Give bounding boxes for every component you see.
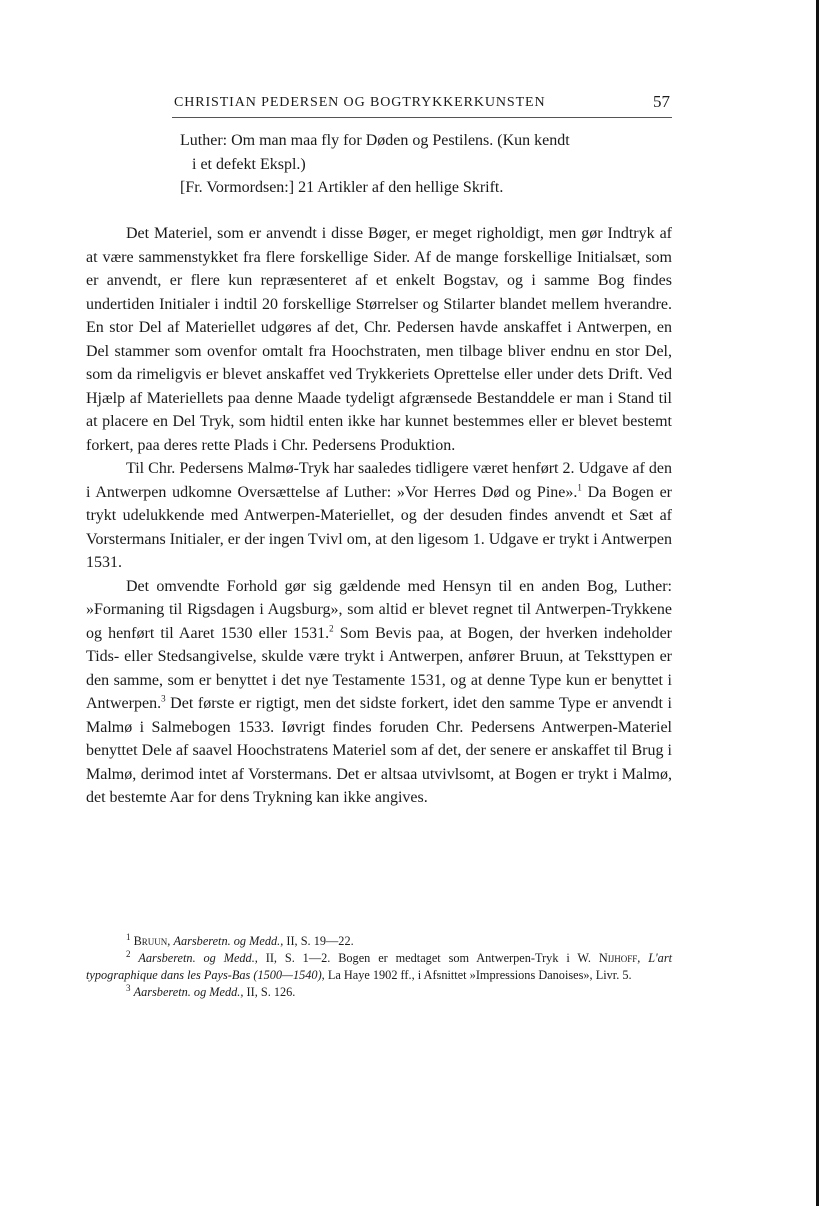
page-number: 57 xyxy=(653,92,670,111)
running-header xyxy=(172,92,672,116)
footnote-3: $^3$ Aarsberetn. og Medd., II, S. 126. xyxy=(126,982,296,999)
listing-entry-vormordsen: [Fr. Vormordsen:] 21 Artikler af den hellige Skrift. xyxy=(180,179,504,196)
paragraph-3: Det omvendte Forhold gør sig gældende med Hensyn til en anden Bog, Luther: »Formaning til Rigsdagen i Augsburg», som altid er blevet regnet til Antwerpen-Trykkene og henført til Aaret 1530 eller 1531.$^2$ Som Bevis paa, at Bogen, der hverken indeholder Tids- eller Stedsangivelse, skulde være trykt i Antwerpen, anfører Bruun, at Teksttypen er den samme, som er benyttet i det nye Testamente 1531, og at denne Type kun er benyttet i Antwerpen.$^3$ Det første er rigtigt, men det sidste forkert, idet den samme Type er anvendt i Malmø i Salmebogen 1533. Iøvrigt findes foruden Chr. Pedersens Antwerpen-Materiel benyttet Dele af saavel Hoochstratens Materiel som af det, der senere er anskaffet til Brug i Malmø, derimod intet af Vorstermans. Det er altsaa utvivlsomt, at Bogen er trykt i Malmø, det bestemte Aar for dens Trykning kan ikke angives. xyxy=(86,577,672,806)
footnote-ref-2: 2 xyxy=(329,623,334,634)
footnote-ref-3: 3 xyxy=(161,693,166,704)
footnote-2: $^2$ Aarsberetn. og Medd., II, S. 1—2. Bogen er medtaget som Antwerpen-Tryk i W. Nijhoff, L'art typographique dans les Pays-Bas (1500—1540), La Haye 1902 ff., i Afsnittet »Impressions Danoises», Livr. 5. xyxy=(86,948,673,982)
header-rule xyxy=(172,117,672,118)
page-edge-line xyxy=(816,0,819,1206)
paragraph-1: Det Materiel, som er anvendt i disse Bøger, er meget righoldigt, men gør Indtryk af at være sammenstykket fra flere forskellige Sider. Af de mange forskellige Initialsæt, som er anvendt, er flere kun repræsenteret af et enkelt Bogstav, og i samme Bog findes undertiden Initialer i indtil 20 forskellige Størrelser og Stilarter blandet mellem hverandre. En stor Del af Materiellet udgøres af det, Chr. Pedersen havde anskaffet i Antwerpen, en Del stammer som ovenfor omtalt fra Hoochstraten, men tilbage bliver endnu en stor Del, som da rimeligvis er blevet anskaffet ved Trykkeriets Oprettelse eller under dets Drift. Ved Hjælp af Materiellets paa denne Maade tydeligt afgrænsede Bestanddele er man i Stand til at placere en Del Tryk, som hidtil enten ikke har kunnet bestemmes eller er blevet bestemt forkert, paa deres rette Plads i Chr. Pedersens Produktion. xyxy=(86,225,672,454)
listing-entry-luther: Luther: Om man maa fly for Døden og Pestilens. (Kun kendt xyxy=(180,132,570,149)
footnotes xyxy=(86,933,672,1001)
paragraph-2: Til Chr. Pedersens Malmø-Tryk har saaledes tidligere været henført 2. Udgave af den i Antwerpen udkomne Oversættelse af Luther: »Vor Herres Død og Pine».$^1$ Da Bogen er trykt udelukkende med Antwerpen-Materiellet, og der desuden findes anvendt et Sæt af Vorstermans Initialer, er der ingen Tvivl om, at den ligesom 1. Udgave er trykt i Antwerpen 1531. xyxy=(86,460,673,571)
listing-entry-luther-cont: i et defekt Ekspl.) xyxy=(192,155,306,173)
book-listing xyxy=(180,129,672,200)
footnote-ref-1: 1 xyxy=(577,482,582,493)
main-text xyxy=(86,222,672,810)
footnote-1: $^1$ Bruun, Aarsberetn. og Medd., II, S. 19—22. xyxy=(126,931,354,948)
running-title: CHRISTIAN PEDERSEN OG BOGTRYKKERKUNSTEN xyxy=(174,95,546,110)
